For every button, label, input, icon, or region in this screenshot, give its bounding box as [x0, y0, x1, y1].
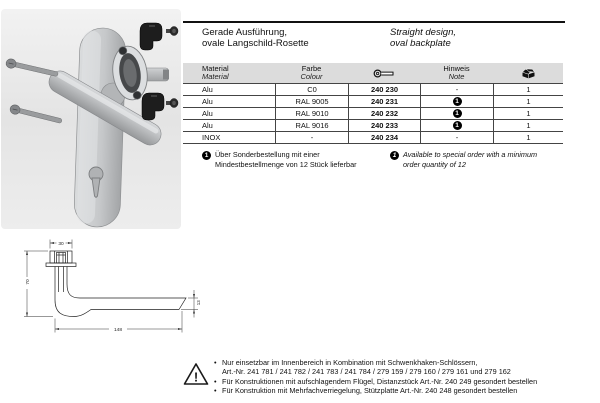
- table-header-row: [183, 63, 563, 84]
- note-marker: 1: [453, 121, 462, 130]
- cell-note: [420, 132, 493, 143]
- warning-text: Art.-Nr. 241 781 / 241 782 / 241 783 / 241 784 / 279 159 / 279 160 / 279 161 und 279 162: [222, 367, 511, 377]
- key-icon: [373, 68, 395, 79]
- cell-article-number: 240 234: [348, 132, 420, 143]
- footnote-english-line1: Available to special order with a minimum: [403, 150, 538, 159]
- dimension-labels: [24, 240, 201, 333]
- col-header-packing-unit: [493, 63, 563, 83]
- warning-text: Nur einsetzbar im Innenbereich in Kombination mit Schwenkhaken-Schlössern,: [222, 358, 478, 367]
- title-english: [390, 27, 456, 49]
- cell-colour: C0: [275, 84, 348, 95]
- cell-packing-unit: 1: [493, 108, 563, 119]
- col-material-en: Material: [202, 72, 229, 81]
- title-german-line1: Gerade Ausführung,: [202, 27, 288, 38]
- col-colour-de: Farbe: [301, 63, 322, 73]
- warning-triangle-icon: [183, 362, 209, 386]
- col-header-article-number: [348, 63, 420, 83]
- dim-end-label: 13: [196, 300, 202, 306]
- cell-material: Alu: [202, 121, 213, 130]
- footnote-german: [202, 150, 357, 169]
- note-marker: -: [455, 133, 459, 142]
- bullet-icon: •: [214, 385, 217, 395]
- warning-item: [214, 367, 537, 376]
- table-row: [183, 120, 563, 132]
- cell-note: [420, 120, 493, 131]
- col-note-de: Hinweis: [443, 63, 470, 73]
- table-row: [183, 108, 563, 120]
- title-english-line2: oval backplate: [390, 38, 451, 49]
- warning-list: [214, 358, 537, 395]
- table-row: [183, 132, 563, 144]
- cell-note: [420, 84, 493, 95]
- cell-colour: RAL 9005: [275, 96, 348, 107]
- footnote-english-line2: order quantity of 12: [403, 159, 466, 169]
- title-german-line2: ovale Langschild-Rosette: [202, 38, 309, 49]
- cell-article-number: 240 232: [348, 108, 420, 119]
- table-row: [183, 84, 563, 96]
- warning-text: Für Konstruktion mit Mehrfachverriegelung, Stützplatte Art.-Nr. 240 248 gesondert bestellen: [222, 385, 518, 395]
- note-marker: 1: [453, 97, 462, 106]
- footnote-german-text: [215, 150, 357, 169]
- dimension-arrows: [26, 242, 195, 330]
- cell-note: [420, 96, 493, 107]
- warning-block: [183, 357, 537, 395]
- note-marker: 1: [453, 109, 462, 118]
- technical-drawing: [18, 233, 203, 338]
- col-header-material: [183, 63, 275, 83]
- note-marker: -: [455, 85, 459, 94]
- package-icon: [520, 67, 537, 80]
- bullet-icon: [214, 367, 222, 376]
- footnote-marker-icon: 1: [202, 151, 211, 160]
- cell-packing-unit: 1: [493, 132, 563, 143]
- cell-article-number: 240 231: [348, 96, 420, 107]
- handle-profile: [46, 251, 186, 317]
- cell-packing-unit: 1: [493, 120, 563, 131]
- bullet-icon: •: [214, 376, 217, 386]
- product-table: [183, 63, 563, 144]
- footnote-english-text: [403, 150, 537, 169]
- cell-material: Alu: [202, 109, 213, 118]
- cell-packing-unit: 1: [493, 96, 563, 107]
- dim-length-label: 148: [113, 327, 123, 333]
- title-german: [202, 27, 309, 49]
- col-note-en: Note: [448, 72, 465, 81]
- dim-height-label: 70: [25, 279, 31, 285]
- footnote-english: [390, 150, 537, 169]
- col-material-de: Material: [202, 63, 229, 73]
- bullet-icon: •: [214, 358, 217, 367]
- col-header-colour: [275, 63, 348, 83]
- warning-symbol: !: [193, 369, 199, 385]
- cell-article-number: 240 233: [348, 120, 420, 131]
- cell-packing-unit: 1: [493, 84, 563, 95]
- cell-colour: RAL 9016: [275, 120, 348, 131]
- cell-material: Alu: [202, 97, 213, 106]
- cell-material: Alu: [202, 85, 213, 94]
- dim-width-label: 30: [58, 241, 64, 247]
- cell-colour: -: [275, 132, 348, 143]
- col-colour-en: Colour: [300, 72, 323, 81]
- title-english-line1: Straight design,: [390, 27, 457, 38]
- cell-note: [420, 108, 493, 119]
- table-row: [183, 96, 563, 108]
- footnote-marker-icon: 1: [390, 151, 399, 160]
- cell-article-number: 240 230: [348, 84, 420, 95]
- warning-item: [214, 377, 537, 386]
- warning-item: [214, 386, 537, 395]
- cell-colour: RAL 9010: [275, 108, 348, 119]
- col-header-note: [420, 63, 493, 83]
- cell-material: INOX: [202, 133, 221, 142]
- footnote-german-line1: Über Sonderbestellung mit einer: [215, 150, 320, 159]
- product-photo: [0, 8, 182, 230]
- warning-item: [214, 358, 537, 367]
- footnote-german-line2: Mindestbestellmenge von 12 Stück lieferbar: [215, 159, 357, 169]
- warning-text: Für Konstruktionen mit aufschlagendem Flügel, Distanzstück Art.-Nr. 240 249 gesondert bestellen: [222, 376, 538, 386]
- top-rule: [183, 21, 565, 23]
